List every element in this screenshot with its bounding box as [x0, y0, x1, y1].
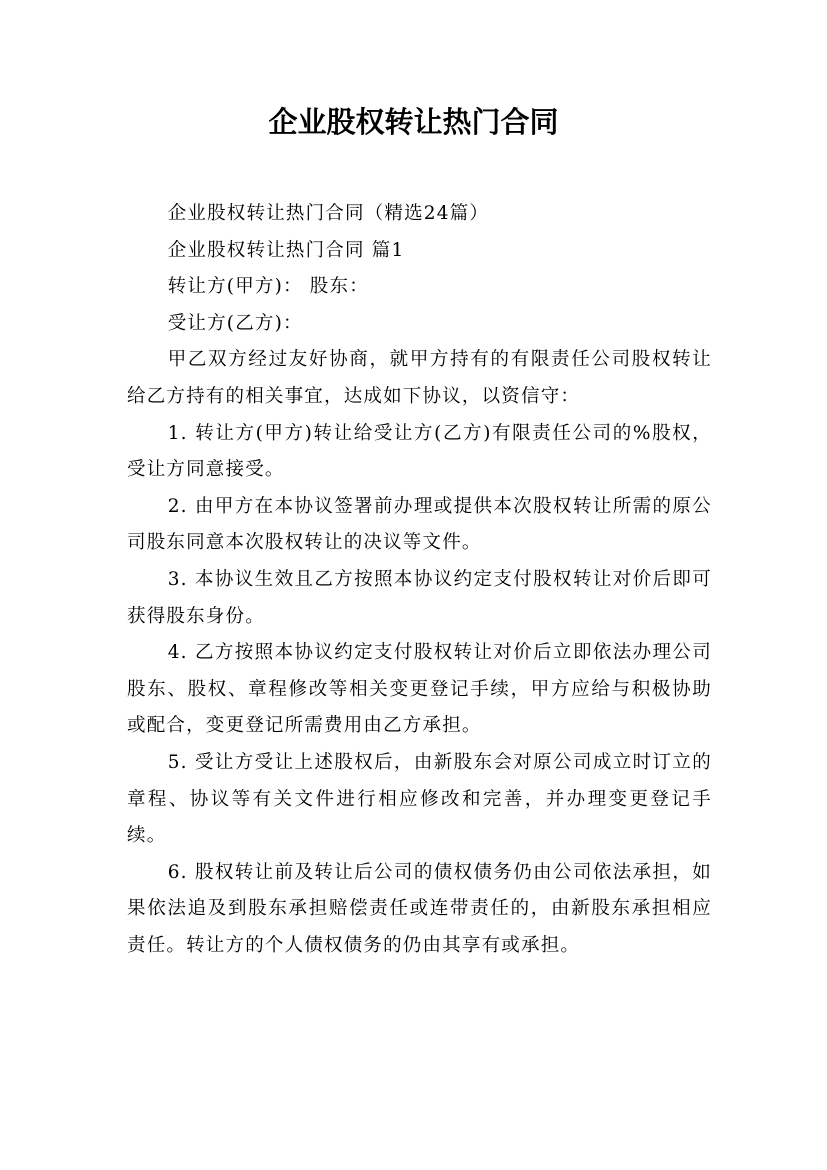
document-title: 企业股权转让热门合同 — [268, 105, 559, 139]
paragraph-subtitle: 企业股权转让热门合同（精选24篇） — [167, 203, 490, 224]
paragraph-clause-5: 5. 受让方受让上述股权后，由新股东会对原公司成立时订立的章程、协议等有关文件进行相应修改和完善，并办理变更登记手续。 — [127, 751, 712, 847]
paragraph-preamble: 甲乙双方经过友好协商，就甲方持有的有限责任公司股权转让给乙方持有的相关事宜，达成如下协议，以资信守： — [127, 349, 712, 407]
paragraph-clause-2: 2. 由甲方在本协议签署前办理或提供本次股权转让所需的原公司股东同意本次股权转让的决议等文件。 — [127, 495, 712, 554]
paragraph-clause-6: 6. 股权转让前及转让后公司的债权债务仍由公司依法承担，如果依法追及到股东承担赔偿责任或连带责任的，由新股东承担相应责任。转让方的个人债权债务的仍由其享有或承担。 — [127, 861, 712, 956]
paragraph-clause-3: 3. 本协议生效且乙方按照本协议约定支付股权转让对价后即可获得股东身份。 — [127, 568, 712, 627]
paragraph-clause-1: 1. 转让方(甲方)转让给受让方(乙方)有限责任公司的%股权，受让方同意接受。 — [127, 422, 712, 481]
paragraph-transferor: 转让方(甲方)： 股东： — [167, 276, 369, 298]
paragraph-transferee: 受让方(乙方)： — [167, 312, 303, 334]
document-body — [127, 196, 712, 964]
paragraph-section-heading: 企业股权转让热门合同 篇1 — [167, 239, 405, 261]
paragraph-clause-4: 4. 乙方按照本协议约定支付股权转让对价后立即依法办理公司股东、股权、章程修改等相关变更登记手续，甲方应给与积极协助或配合，变更登记所需费用由乙方承担。 — [127, 642, 712, 737]
